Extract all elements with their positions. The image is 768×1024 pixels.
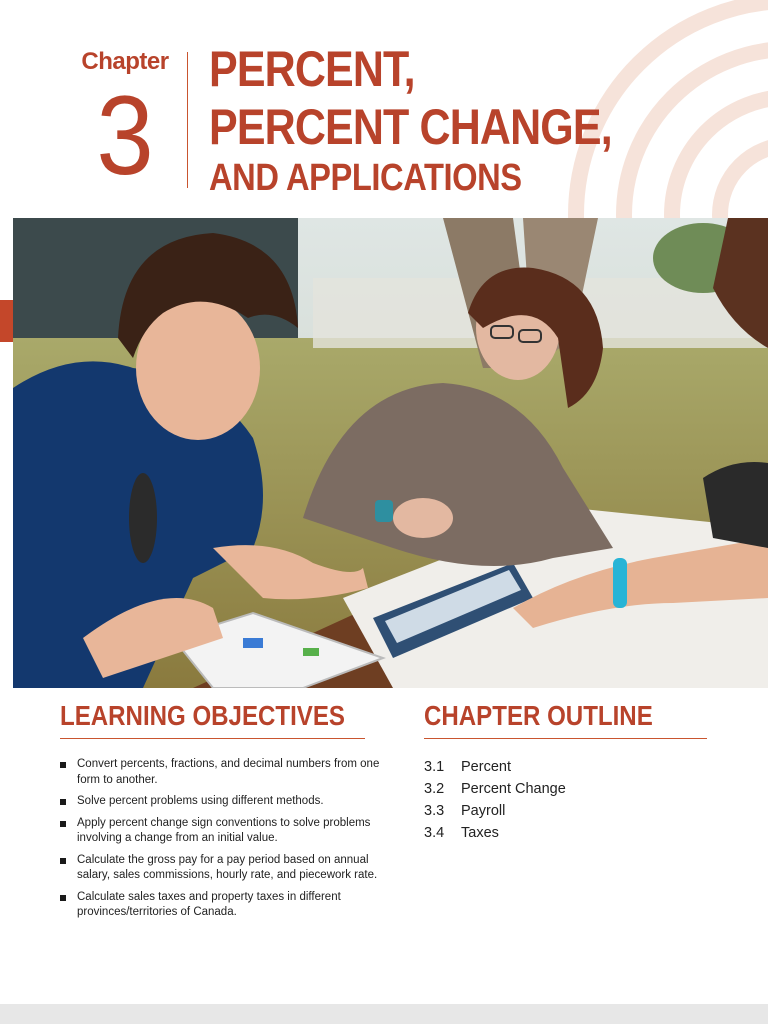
chapter-number: 3 bbox=[96, 73, 154, 198]
chapter-outline-heading: CHAPTER OUTLINE bbox=[424, 700, 653, 731]
list-item: Calculate sales taxes and property taxes in different provinces/territories of Canada. bbox=[60, 890, 380, 921]
learning-objectives-list bbox=[60, 757, 380, 927]
footer-band bbox=[0, 1004, 768, 1024]
outline-item[interactable] bbox=[424, 822, 566, 844]
list-item: Solve percent problems using different methods. bbox=[60, 794, 380, 810]
outline-label: Percent bbox=[461, 759, 511, 775]
outline-number: 3.3 bbox=[424, 803, 445, 819]
list-item: Apply percent change sign conventions to solve problems involving a change from an initial value. bbox=[60, 816, 380, 847]
outline-item[interactable] bbox=[424, 778, 566, 800]
outline-label: Percent Change bbox=[461, 781, 566, 797]
side-tab-marker bbox=[0, 300, 13, 342]
outline-label: Payroll bbox=[461, 803, 506, 819]
title-line-3: AND APPLICATIONS bbox=[209, 157, 522, 199]
outline-item[interactable] bbox=[424, 756, 566, 778]
outline-number: 3.4 bbox=[424, 825, 445, 841]
outline-label: Taxes bbox=[461, 825, 499, 841]
title-divider bbox=[187, 52, 188, 188]
learning-objectives-heading: LEARNING OBJECTIVES bbox=[60, 700, 345, 731]
chapter-title bbox=[209, 40, 677, 200]
title-line-2: PERCENT CHANGE, bbox=[209, 99, 612, 155]
objectives-rule bbox=[60, 738, 365, 739]
outline-number: 3.2 bbox=[424, 781, 445, 797]
title-line-1: PERCENT, bbox=[209, 41, 415, 97]
outline-item[interactable] bbox=[424, 800, 566, 822]
chapter-outline-list bbox=[424, 756, 566, 844]
chapter-label: Chapter bbox=[81, 48, 169, 75]
list-item: Calculate the gross pay for a pay period based on annual salary, sales commissions, hourly rate, and piecework rate. bbox=[60, 853, 380, 884]
outline-number: 3.1 bbox=[424, 759, 445, 775]
list-item: Convert percents, fractions, and decimal numbers from one form to another. bbox=[60, 757, 380, 788]
outline-rule bbox=[424, 738, 707, 739]
chapter-photo bbox=[13, 218, 768, 688]
